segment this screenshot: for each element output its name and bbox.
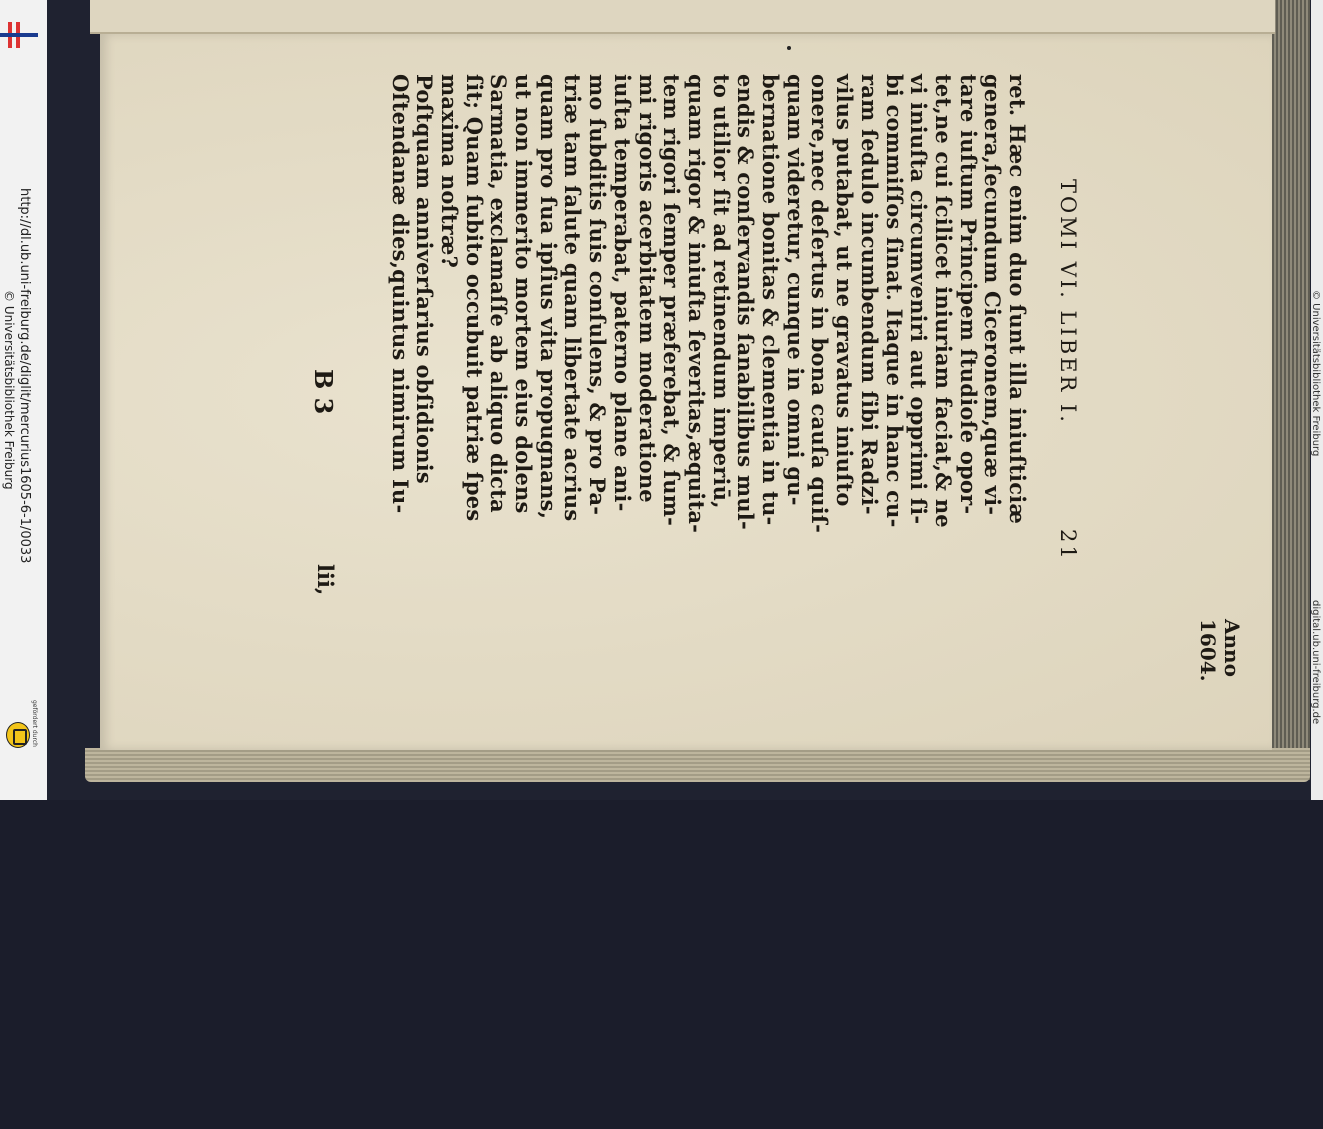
viewer-left-strip (0, 0, 47, 800)
text-line: maxima noſtræ? (436, 74, 462, 269)
side-permalink[interactable]: http://dl.ub.uni-freiburg.de/diglit/mercurius1605-6-1/0033 (17, 188, 32, 564)
text-line: vi iniuſta circumveniri aut opprimi ſi- (906, 74, 932, 525)
text-line: mi rigoris acerbitatem moderatione (634, 74, 660, 503)
book-bottom-edge (85, 748, 1310, 782)
text-line: iuſta temperabat, paterno plane ani- (609, 74, 635, 512)
text-line: quam rigor & iniuſta ſeveritas,æquita- (683, 74, 709, 534)
text-line: ut non immerito mortem eius dolens (511, 74, 536, 514)
text-line: quam videretur, cunque in omni gu- (782, 74, 808, 506)
library-logo-icon[interactable] (0, 22, 38, 48)
text-line: Oſtendanæ dies,quintus nimirum Iu- (387, 74, 413, 514)
text-line: bi commiſſos ſinat. Itaque in hanc cu- (881, 74, 907, 528)
right-copyright: © Universitätsbibliothek Freiburg (1310, 290, 1321, 457)
funder-crest-icon (6, 722, 30, 748)
margin-note-anno: Anno (1220, 619, 1244, 677)
text-line: mo ſubditis ſuis conſulens, & pro Pa- (585, 74, 611, 516)
text-line: endis & conſervandis ſanabilibus mul- (733, 74, 759, 530)
text-line: triæ tam ſalute quam libertate acrius (560, 74, 586, 522)
signature-mark: B 3 (309, 369, 338, 415)
page-header: TOMI VI. LIBER I. (1056, 179, 1080, 425)
viewer-right-strip (1311, 0, 1323, 800)
funded-by-label: gefördert durch (31, 700, 38, 747)
catchword: lii, (313, 564, 338, 596)
side-copyright: © Universitätsbibliothek Freiburg (2, 290, 16, 490)
right-site-url[interactable]: digital.ub.uni-freiburg.de (1310, 600, 1321, 725)
text-line: genera,ſecundum Ciceronem,quæ vi- (980, 74, 1006, 516)
book-fore-edge (1270, 0, 1310, 780)
ink-dot (787, 46, 791, 50)
text-line: onere,nec deſertus in bona cauſa quiſ- (807, 74, 833, 534)
margin-note-year: 1604. (1196, 619, 1220, 682)
text-line: Sarmatia, exclamaſſe ab aliquo dicta (486, 74, 512, 513)
text-line: tem rigori ſemper præferebat, & ſum- (659, 74, 685, 527)
text-line: tare iuſtum Principem ſtudioſe opor- (955, 74, 981, 515)
text-line: to utilior ſit ad retinendum imperiū, (708, 74, 734, 509)
page-text (230, 34, 1080, 634)
text-line: ſit; Quam ſubito occubuit patriæ ſpes (461, 74, 487, 522)
text-line: quam pro ſua ipſius vita propugnans, (535, 74, 561, 520)
page-number: 21 (1056, 529, 1080, 562)
text-line: bernatione bonitas & clementia in tu- (758, 74, 783, 526)
margin-note (1190, 619, 1250, 709)
text-line: ram ſedulo incumbendum ſibi Radzi- (856, 74, 882, 515)
previous-page-edge (90, 0, 1275, 34)
text-line: ret. Hæc enim duo ſunt illa iniuſticiæ (1005, 74, 1030, 525)
text-line: tet,ne cui ſcilicet iniuriam faciat,& ne (930, 74, 956, 528)
book-page (100, 34, 1272, 750)
text-line: vilus putabat, ut ne gravatus iniuſto (832, 74, 858, 507)
text-line: Poſtquam anniverſarius obſidionis (412, 74, 438, 484)
